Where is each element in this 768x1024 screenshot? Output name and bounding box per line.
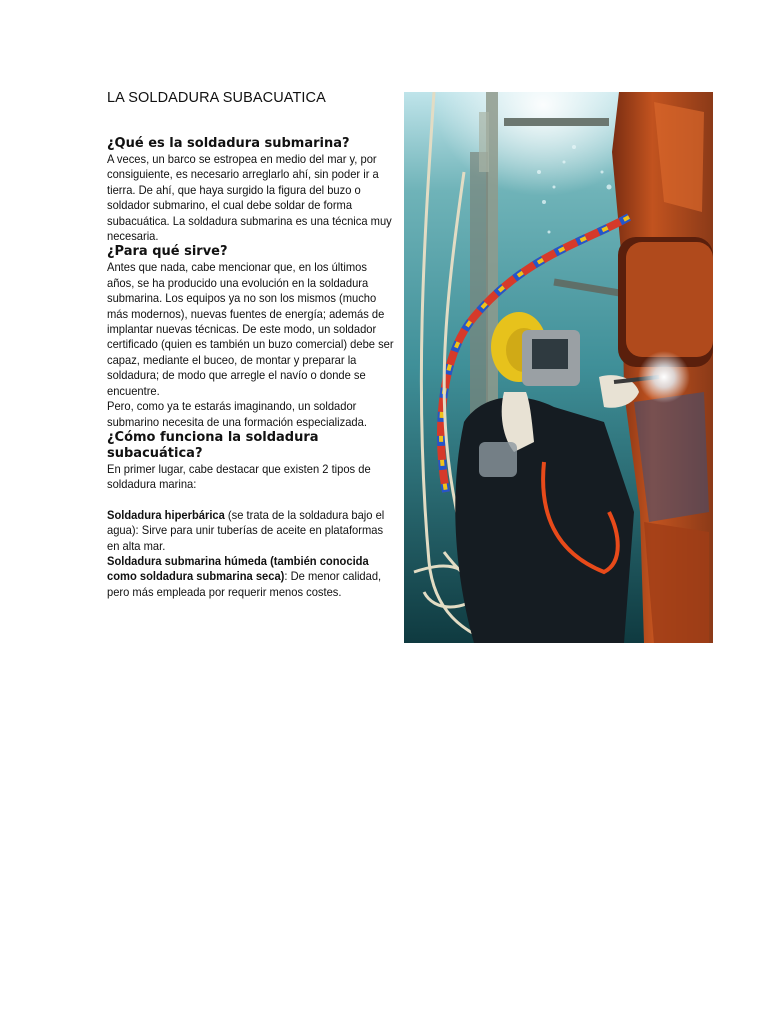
section-heading-how-it-works: ¿Cómo funciona la soldadura subacuática? <box>107 429 319 461</box>
underwater-welder-illustration <box>404 92 713 643</box>
text-column <box>107 136 395 600</box>
welding-arc-glow <box>638 351 690 403</box>
welding-type-hyperbaric-name: Soldadura hiperbárica <box>107 507 225 522</box>
section-heading-purpose: ¿Para qué sirve? <box>107 244 228 260</box>
welding-type-wet <box>107 554 395 600</box>
welding-type-hyperbaric <box>107 508 395 554</box>
welding-type-wet-name: Soldadura submarina húmeda (también conocida como soldadura submarina seca) <box>107 553 369 584</box>
paragraph-purpose-2: Pero, como ya te estarás imaginando, un soldador submarino necesita de una formación especializada. <box>107 399 367 429</box>
paragraph-purpose-1: Antes que nada, cabe mencionar que, en los últimos años, se ha producido una evolución en la soldadura submarina. Los equipos ya no son los mismos (mucho más modernos), nuevas fuentes de energía; además de implantar nuevas técnicas. De este modo, un soldador certificado (quien es también un buzo comercial) debe ser capaz, mediante el buceo, de montar y preparar la soldadura; de modo que arregle el navío o donde se encuentre. <box>107 260 394 398</box>
document-title: LA SOLDADURA SUBACUATICA <box>107 90 326 106</box>
underwater-welder-photo <box>404 92 713 643</box>
paragraph-what-is: A veces, un barco se estropea en medio del mar y, por consiguiente, es necesario arreglarlo ahí, sin poder ir a tierra. De ahí, que haya surgido la figura del buzo o soldador submarino, el cual debe soldar de forma subacuática. La soldadura submarina es una técnica muy necesaria. <box>107 152 392 244</box>
paragraph-how-it-works: En primer lugar, cabe destacar que existen 2 tipos de soldadura marina: <box>107 461 371 492</box>
paragraph-gap <box>107 493 395 508</box>
welding-type-hyperbaric-description: (se trata de la soldadura bajo el agua): Sirve para unir tuberías de aceite en plataformas en alta mar. <box>107 507 385 553</box>
section-heading-what-is: ¿Qué es la soldadura submarina? <box>107 136 350 151</box>
welding-type-wet-description: : De menor calidad, pero más empleada por requerir menos costes. <box>107 569 382 599</box>
